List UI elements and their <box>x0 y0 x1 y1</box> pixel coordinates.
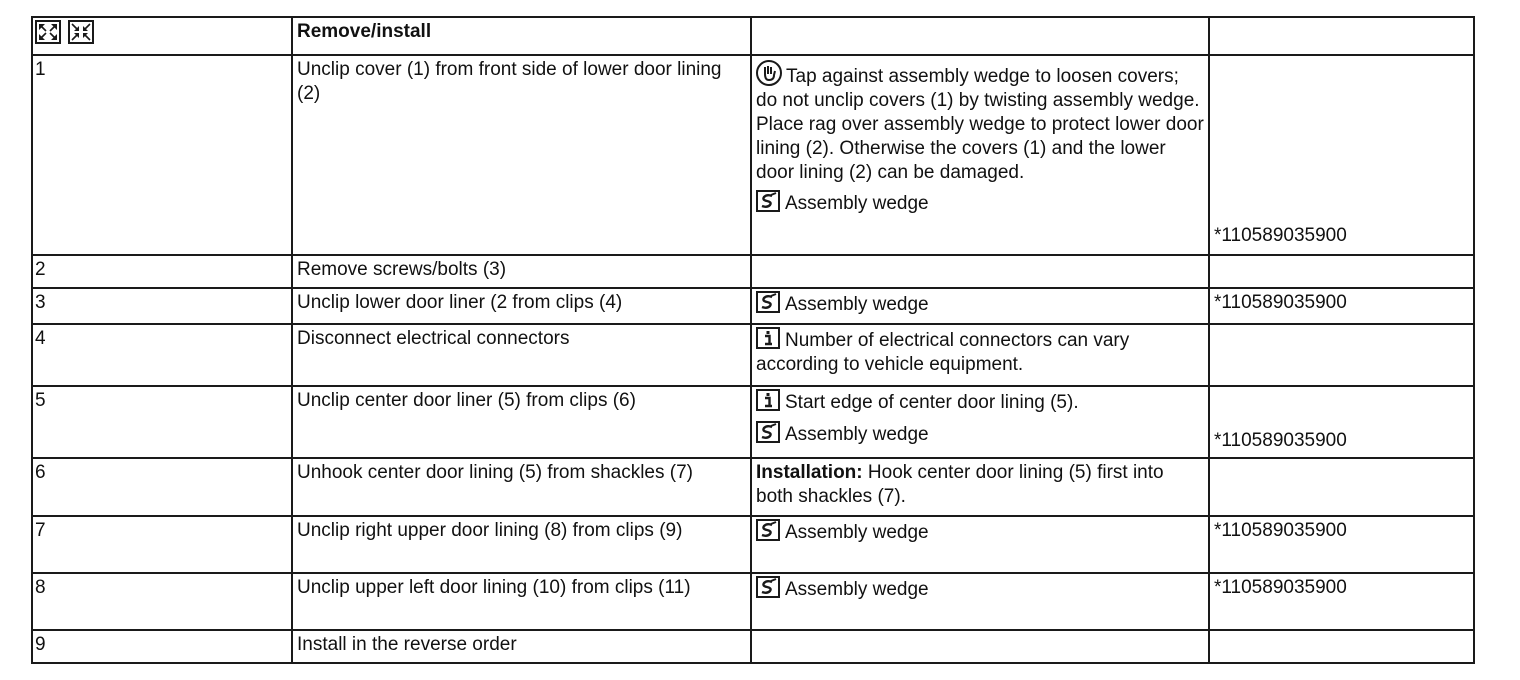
step-number: 8 <box>32 573 292 630</box>
tool-name: Assembly wedge <box>785 522 929 543</box>
tool-reference <box>756 421 1204 447</box>
special-tool-icon <box>756 190 780 212</box>
note-text: Tap against assembly wedge to loosen covers; do not unclip covers (1) by twisting assembly wedge. Place rag over assembly wedge to protect lower door lining (2). Otherwise the covers (1) and the lower door lining (2) can be damaged. <box>756 66 1204 183</box>
info-icon <box>756 327 780 349</box>
step-notes <box>751 324 1209 386</box>
step-notes <box>751 573 1209 630</box>
table-header-row <box>32 17 1474 55</box>
step-action: Unclip right upper door lining (8) from clips (9) <box>292 516 751 573</box>
special-tool-icon <box>756 291 780 313</box>
step-notes <box>751 288 1209 324</box>
table-row <box>32 55 1474 255</box>
part-number: *110589035900 <box>1214 577 1347 598</box>
step-notes <box>751 55 1209 255</box>
part-number-cell <box>1209 288 1474 324</box>
part-number: *110589035900 <box>1214 520 1347 541</box>
step-number: 6 <box>32 458 292 516</box>
table-row <box>32 573 1474 630</box>
tool-reference <box>756 576 1204 602</box>
part-number-cell <box>1209 386 1474 458</box>
step-number: 9 <box>32 630 292 663</box>
special-tool-icon <box>756 576 780 598</box>
header-title: Remove/install <box>292 17 751 55</box>
info-note <box>756 389 1204 415</box>
tool-name: Assembly wedge <box>785 193 929 214</box>
step-action: Unhook center door lining (5) from shackles (7) <box>292 458 751 516</box>
header-icons-cell <box>32 17 292 55</box>
part-number-cell <box>1209 630 1474 663</box>
step-action: Install in the reverse order <box>292 630 751 663</box>
part-number: *110589035900 <box>1214 292 1347 313</box>
special-tool-icon <box>756 421 780 443</box>
info-icon <box>756 389 780 411</box>
step-number: 2 <box>32 255 292 288</box>
part-number-cell <box>1209 573 1474 630</box>
tool-name: Assembly wedge <box>785 424 929 445</box>
info-note <box>756 327 1204 377</box>
table-row <box>32 288 1474 324</box>
part-number-cell <box>1209 324 1474 386</box>
step-action: Unclip upper left door lining (10) from clips (11) <box>292 573 751 630</box>
step-number: 4 <box>32 324 292 386</box>
step-notes <box>751 516 1209 573</box>
note-text: Number of electrical connectors can vary according to vehicle equipment. <box>756 330 1130 375</box>
caution-note <box>756 60 1204 185</box>
step-action: Remove screws/bolts (3) <box>292 255 751 288</box>
step-number: 7 <box>32 516 292 573</box>
step-number: 1 <box>32 55 292 255</box>
step-action: Unclip lower door liner (2 from clips (4) <box>292 288 751 324</box>
step-action: Disconnect electrical connectors <box>292 324 751 386</box>
procedure-table <box>31 16 1475 664</box>
header-part-cell <box>1209 17 1474 55</box>
part-number-cell <box>1209 55 1474 255</box>
note-text: Start edge of center door lining (5). <box>785 392 1079 413</box>
step-notes <box>751 255 1209 288</box>
table-row <box>32 324 1474 386</box>
table-row <box>32 386 1474 458</box>
header-notes-cell <box>751 17 1209 55</box>
table-row <box>32 516 1474 573</box>
step-action: Unclip cover (1) from front side of lower door lining (2) <box>292 55 751 255</box>
caution-hand-icon <box>756 60 782 86</box>
part-number-cell <box>1209 255 1474 288</box>
step-notes <box>751 458 1209 516</box>
step-notes <box>751 386 1209 458</box>
step-number: 5 <box>32 386 292 458</box>
installation-label: Installation: <box>756 462 863 483</box>
part-number-cell <box>1209 516 1474 573</box>
collapse-arrows-icon[interactable] <box>68 20 94 44</box>
table-row <box>32 255 1474 288</box>
table-row <box>32 458 1474 516</box>
part-number: *110589035900 <box>1214 225 1347 246</box>
table-row <box>32 630 1474 663</box>
part-number: *110589035900 <box>1214 430 1347 451</box>
part-number-cell <box>1209 458 1474 516</box>
note-text: Hook center door lining (5) first into both shackles (7). <box>756 462 1164 507</box>
tool-name: Assembly wedge <box>785 579 929 600</box>
step-action: Unclip center door liner (5) from clips (6) <box>292 386 751 458</box>
expand-arrows-icon[interactable] <box>35 20 61 44</box>
tool-reference <box>756 519 1204 545</box>
step-number: 3 <box>32 288 292 324</box>
tool-name: Assembly wedge <box>785 294 929 315</box>
tool-reference <box>756 291 1204 317</box>
special-tool-icon <box>756 519 780 541</box>
step-notes <box>751 630 1209 663</box>
tool-reference <box>756 190 1204 216</box>
